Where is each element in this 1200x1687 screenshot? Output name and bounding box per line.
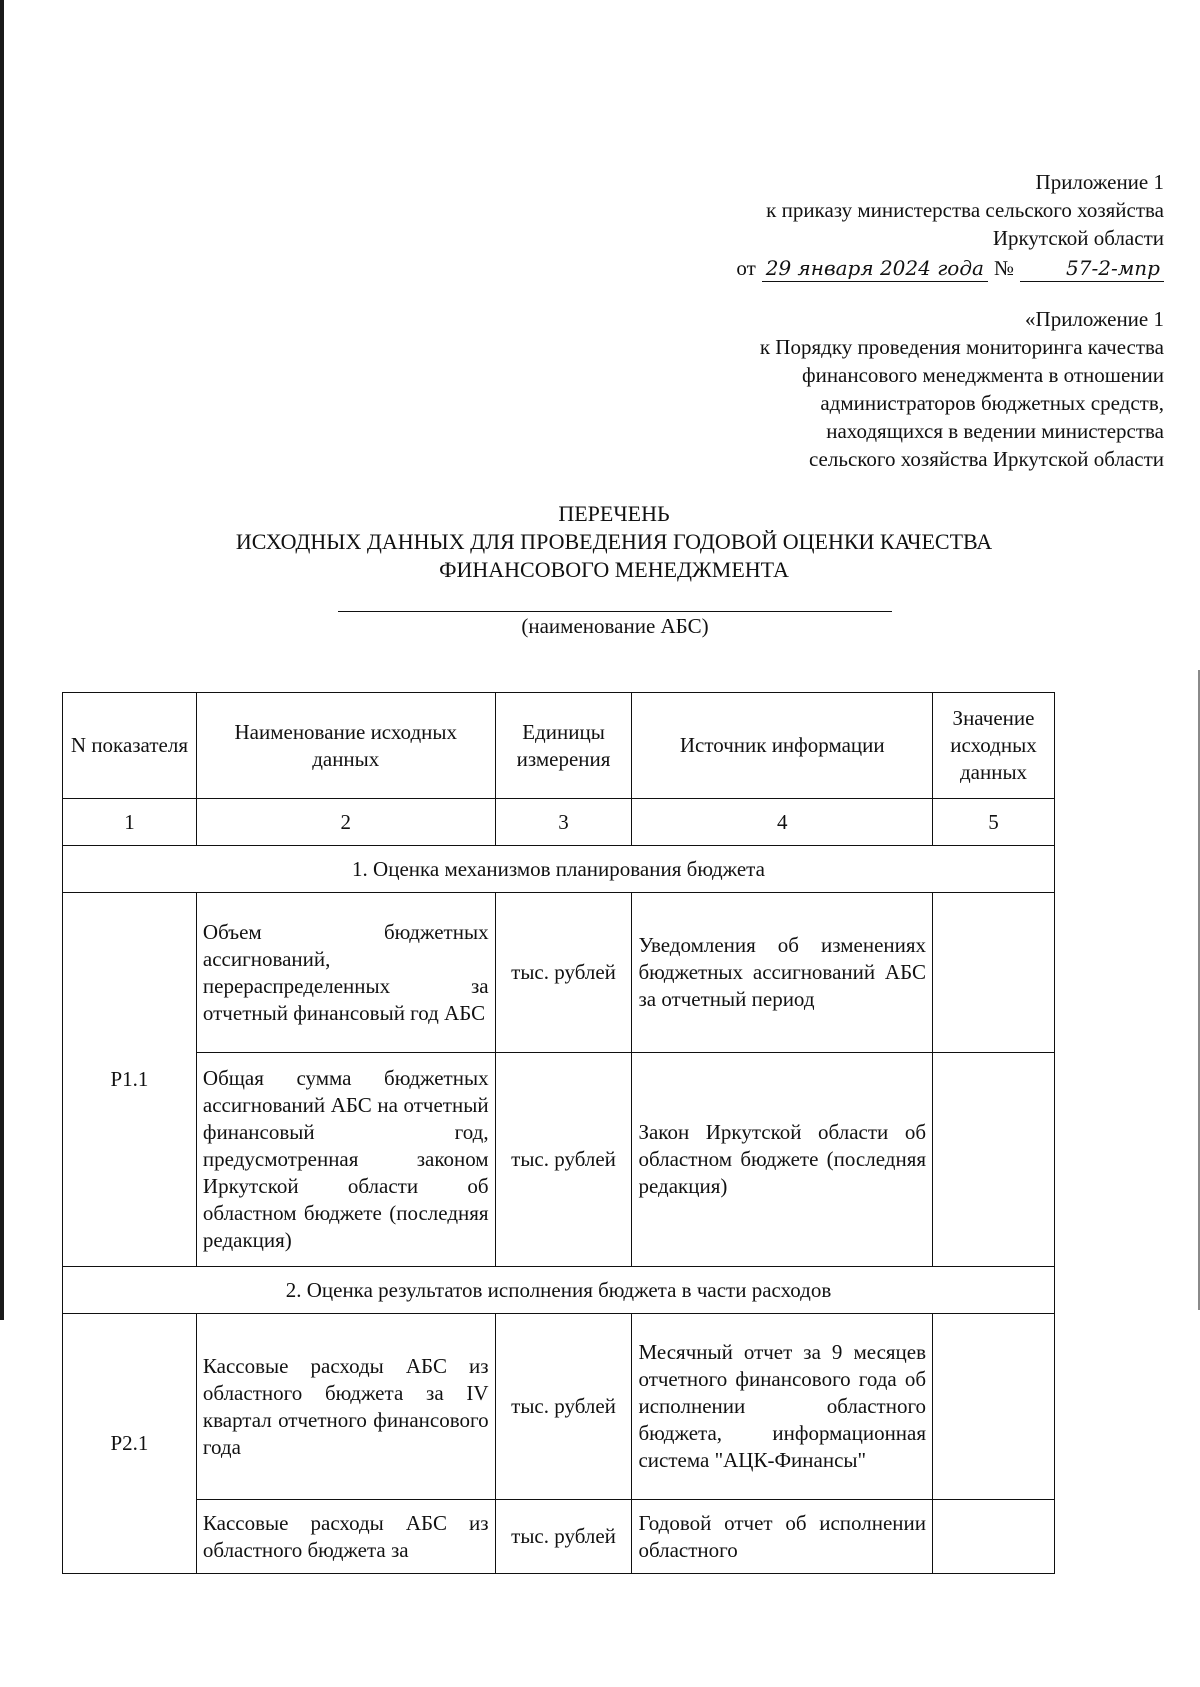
source-cell: Месячный отчет за 9 месяцев отчетного финансового года об исполнении областного бюджета, информационная система "АЦК-Финансы" bbox=[632, 1314, 933, 1500]
table-row bbox=[63, 1314, 1055, 1500]
appendix-line-5: находящихся в ведении министерства bbox=[826, 419, 1164, 443]
appendix-line-2: к Порядку проведения мониторинга качества bbox=[759, 335, 1164, 359]
unit-cell: тыс. рублей bbox=[495, 1500, 632, 1574]
table-row bbox=[63, 1053, 1055, 1267]
data-name-cell: Объем бюджетных ассигнований, перераспределенных за отчетный финансовый год АБС bbox=[196, 893, 495, 1053]
appendix-line-6: сельского хозяйства Иркутской области bbox=[808, 447, 1164, 471]
section-heading: 2. Оценка результатов исполнения бюджета в части расходов bbox=[63, 1267, 1055, 1314]
title-line-3: ФИНАНСОВОГО МЕНЕДЖМЕНТА bbox=[439, 557, 789, 582]
indicator-id: P2.1 bbox=[63, 1314, 197, 1574]
handwritten-order-number: 57-2-мпр bbox=[1020, 255, 1164, 282]
order-date-line bbox=[604, 254, 1164, 282]
unit-cell: тыс. рублей bbox=[495, 893, 632, 1053]
order-line-ministry: к приказу министерства сельского хозяйства bbox=[766, 198, 1164, 222]
data-name-cell: Кассовые расходы АБС из областного бюджета за bbox=[196, 1500, 495, 1574]
section-row bbox=[63, 846, 1055, 893]
handwritten-date: 29 января 2024 года bbox=[762, 255, 988, 282]
section-row bbox=[63, 1267, 1055, 1314]
data-name-cell: Общая сумма бюджетных ассигнований АБС на отчетный финансовый год, предусмотренная законом Иркутской области об областном бюджете (последняя редакция) bbox=[196, 1053, 495, 1267]
column-number: 3 bbox=[495, 799, 632, 846]
document-title bbox=[0, 500, 1200, 584]
procedure-appendix-header bbox=[564, 305, 1164, 473]
source-cell: Уведомления об изменениях бюджетных ассигнований АБС за отчетный период bbox=[632, 893, 933, 1053]
source-cell: Годовой отчет об исполнении областного bbox=[632, 1500, 933, 1574]
section-heading: 1. Оценка механизмов планирования бюджета bbox=[63, 846, 1055, 893]
appendix-line-4: администраторов бюджетных средств, bbox=[820, 391, 1164, 415]
appendix-line-3: финансового менеджмента в отношении bbox=[801, 363, 1164, 387]
from-label: от bbox=[736, 256, 756, 280]
abs-name-caption: (наименование АБС) bbox=[521, 614, 709, 638]
source-cell: Закон Иркутской области об областном бюджете (последняя редакция) bbox=[632, 1053, 933, 1267]
value-cell bbox=[933, 893, 1055, 1053]
table-row bbox=[63, 1500, 1055, 1574]
order-line-region: Иркутской области bbox=[992, 226, 1164, 250]
header-cell: Единицы измерения bbox=[495, 693, 632, 799]
unit-cell: тыс. рублей bbox=[495, 1314, 632, 1500]
header-cell: Наименование исходных данных bbox=[196, 693, 495, 799]
value-cell bbox=[933, 1500, 1055, 1574]
column-number: 4 bbox=[632, 799, 933, 846]
header-cell: Источник информации bbox=[632, 693, 933, 799]
header-cell: N показателя bbox=[63, 693, 197, 799]
column-number: 1 bbox=[63, 799, 197, 846]
value-cell bbox=[933, 1314, 1055, 1500]
data-name-cell: Кассовые расходы АБС из областного бюджета за IV квартал отчетного финансового года bbox=[196, 1314, 495, 1500]
title-line-1: ПЕРЕЧЕНЬ bbox=[558, 501, 670, 526]
header-cell: Значение исходных данных bbox=[933, 693, 1055, 799]
column-number-row bbox=[63, 799, 1055, 846]
indicator-id: P1.1 bbox=[63, 893, 197, 1267]
table-header-row bbox=[63, 693, 1055, 799]
table-row bbox=[63, 893, 1055, 1053]
order-header bbox=[604, 168, 1164, 282]
number-sign: № bbox=[993, 256, 1014, 280]
scan-edge-left bbox=[0, 0, 4, 1320]
column-number: 5 bbox=[933, 799, 1055, 846]
value-cell bbox=[933, 1053, 1055, 1267]
unit-cell: тыс. рублей bbox=[495, 1053, 632, 1267]
source-data-table bbox=[62, 692, 1055, 1574]
order-appendix-label: Приложение 1 bbox=[1035, 170, 1164, 194]
title-line-2: ИСХОДНЫХ ДАННЫХ ДЛЯ ПРОВЕДЕНИЯ ГОДОВОЙ ОЦЕНКИ КАЧЕСТВА bbox=[235, 529, 993, 554]
appendix-line-1: «Приложение 1 bbox=[1025, 307, 1164, 331]
column-number: 2 bbox=[196, 799, 495, 846]
